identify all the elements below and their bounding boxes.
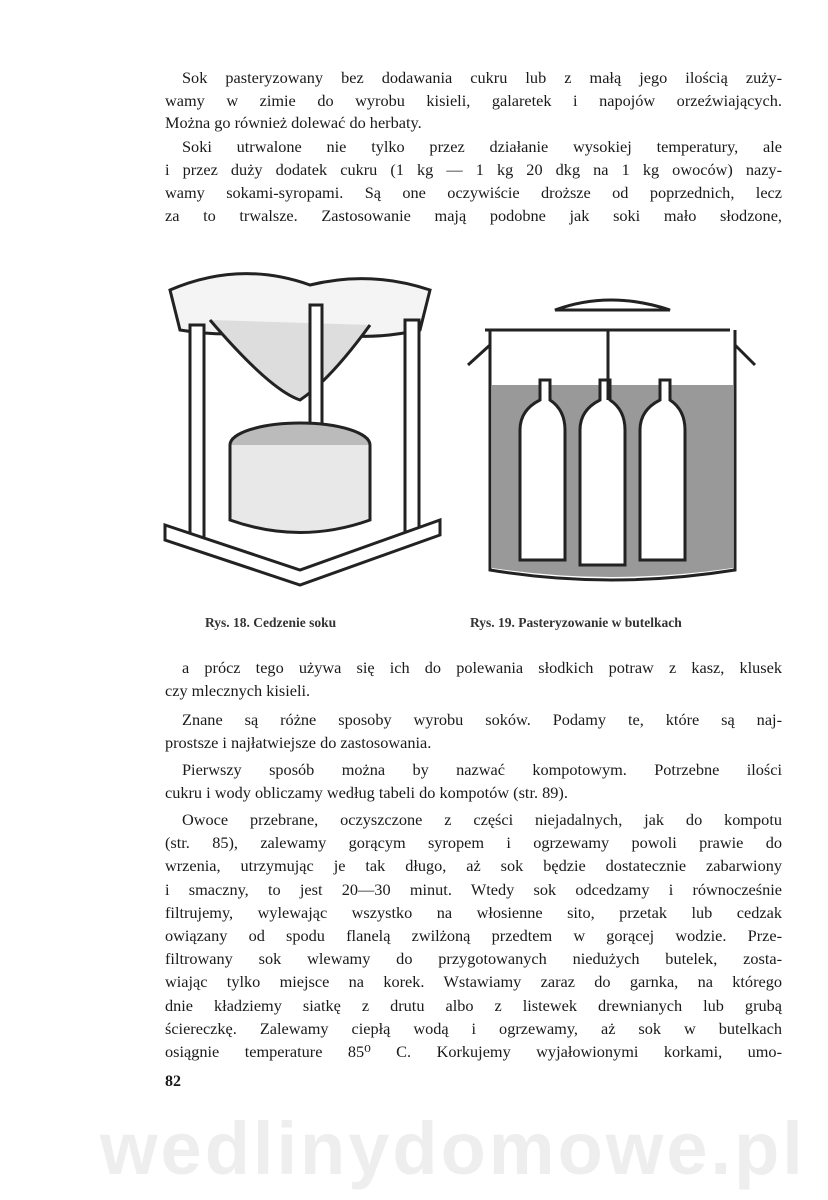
text-line: Soki utrwalone nie tylko przez działanie wysokiej temperatury, ale [182, 137, 782, 156]
text-line: Pierwszy sposób można by nazwać kompotowym. Potrzebne ilości [182, 760, 782, 779]
text-line: za to trwalsze. Zastosowanie mają podobne jak soki mało słodzone, [165, 206, 782, 225]
text-line: wiając tylko miejsce na korek. Wstawiamy zaraz do garnka, na którego [165, 972, 782, 991]
text-line: wamy w zimie do wyrobu kisieli, galaretek i napojów orzeźwiających. [165, 91, 782, 110]
text-line: cukru i wody obliczamy według tabeli do kompotów (str. 89). [165, 783, 568, 802]
text-line: i przez duży dodatek cukru (1 kg — 1 kg 20 dkg na 1 kg owoców) nazy- [165, 160, 782, 179]
text-line: Można go również dolewać do herbaty. [165, 113, 422, 132]
text-line: dnie kładziemy siatkę z drutu albo z listewek drewnianych lub grubą [165, 996, 782, 1015]
text-line: owiązany od spodu flanelą zwilżoną przedtem w gorącej wodzie. Prze- [165, 926, 782, 945]
text-line: filtrujemy, wylewając wszystko na włosienne sito, przetak lub cedzak [165, 903, 782, 922]
text-line: filtrowany sok wlewamy do przygotowanych niedużych butelek, zosta- [165, 949, 782, 968]
text-line: osiągnie temperature 85⁰ C. Korkujemy wyjałowionymi korkami, umo- [165, 1042, 782, 1061]
text-line: ściereczkę. Zalewamy ciepłą wodą i ogrzewamy, aż sok w butelkach [165, 1019, 782, 1038]
text-line: i smaczny, to jest 20—30 minut. Wtedy sok odcedzamy i równocześnie [165, 880, 782, 899]
text-line: (str. 85), zalewamy gorącym syropem i ogrzewamy powoli prawie do [165, 833, 782, 852]
figure-caption-18: Rys. 18. Cedzenie soku [205, 615, 337, 630]
page-number: 82 [165, 1073, 181, 1090]
watermark: wedlinydomowe.pl [100, 1107, 806, 1190]
text-line: Sok pasteryzowany bez dodawania cukru lub z małą jego ilością zuży- [182, 68, 782, 87]
text-line: wamy sokami-syropami. Są one oczywiście droższe od poprzednich, lecz [165, 183, 782, 202]
text-line: prostsze i najłatwiejsze do zastosowania. [165, 733, 432, 752]
figure-straining-juice [150, 250, 450, 590]
text-line: a prócz tego używa się ich do polewania słodkich potraw z kasz, klusek [182, 658, 782, 677]
text-line: Owoce przebrane, oczyszczone z części niejadalnych, jak do kompotu [182, 810, 782, 829]
text-line: czy mlecznych kisieli. [165, 681, 311, 700]
text-line: wrzenia, utrzymując je tak długo, aż sok będzie dostatecznie zabarwiony [165, 856, 782, 875]
figure-pasteurizing-bottles [460, 290, 760, 610]
text-line: Znane są różne sposoby wyrobu soków. Podamy te, które są naj- [182, 710, 782, 729]
figure-caption-19: Rys. 19. Pasteryzowanie w butelkach [470, 615, 682, 630]
